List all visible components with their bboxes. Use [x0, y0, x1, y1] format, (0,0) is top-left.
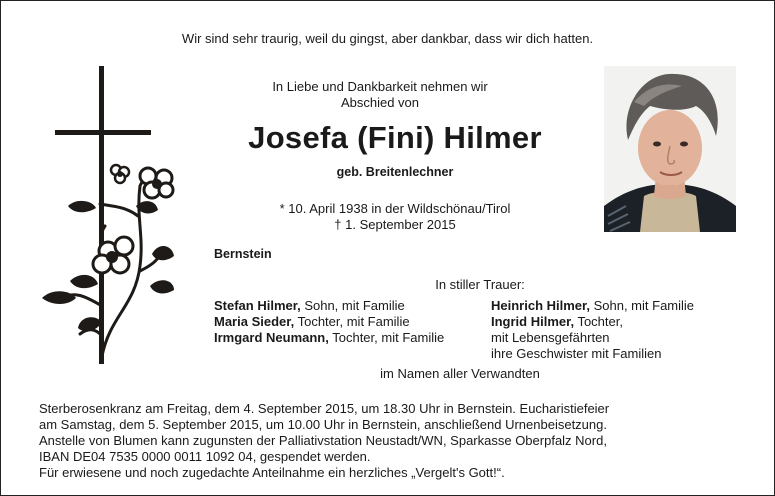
flower-top — [140, 168, 173, 198]
notice-line: Für erwiesene und noch zugedachte Anteilnahme ein herzliches „Vergelt's Gott!“. — [39, 465, 505, 480]
motto: Wir sind sehr traurig, weil du gingst, aber dankbar, dass wir dich hatten. — [181, 31, 594, 46]
mourner-relation: ihre Geschwister mit Familien — [491, 346, 662, 361]
portrait-photo — [604, 66, 736, 232]
notice-line: am Samstag, dem 5. September 2015, um 10.00 Uhr in Bernstein, anschließend Urnenbeisetzung. — [39, 417, 607, 432]
intro-text — [210, 79, 550, 111]
mourner-relation: Tochter, — [574, 314, 623, 329]
notice-line: IBAN DE04 7535 0000 0011 1092 04, gespendet werden. — [39, 449, 371, 464]
mourner-entry — [214, 330, 444, 346]
mourning-title: In stiller Trauer: — [435, 277, 525, 292]
flower-small — [111, 165, 129, 183]
place-name: Bernstein — [214, 247, 272, 261]
relatives-line: im Namen aller Verwandten — [380, 366, 540, 381]
mourner-name: Stefan Hilmer, — [214, 298, 301, 313]
mourner-entry — [214, 298, 444, 314]
mourner-relation: Tochter, mit Familie — [328, 330, 445, 345]
mourners-left-column — [214, 298, 444, 346]
mourner-name: Maria Sieder, — [214, 314, 295, 329]
mourner-relation: Sohn, mit Familie — [300, 298, 405, 313]
mourners-right-column — [491, 298, 694, 362]
birth-date: * 10. April 1938 in der Wildschönau/Tirol — [279, 201, 511, 216]
notice-line: Sterberosenkranz am Freitag, dem 4. September 2015, um 18.30 Uhr in Bernstein. Eucharistiefeier — [39, 401, 610, 416]
mourner-name: Ingrid Hilmer, — [491, 314, 575, 329]
notice-line: Anstelle von Blumen kann zugunsten der Palliativstation Neustadt/WN, Sparkasse Oberpfalz Nord, — [39, 433, 607, 448]
death-date: † 1. September 2015 — [334, 217, 456, 232]
mourner-entry — [491, 330, 694, 346]
life-dates — [230, 201, 560, 233]
cross-vertical-beam — [99, 66, 104, 364]
mourner-relation: mit Lebensgefährten — [491, 330, 610, 345]
mourner-entry — [214, 314, 444, 330]
mourner-name: Irmgard Neumann, — [214, 330, 329, 345]
mourner-relation: Tochter, mit Familie — [294, 314, 410, 329]
mourner-name: Heinrich Hilmer, — [491, 298, 590, 313]
maiden-name: geb. Breitenlechner — [336, 165, 454, 179]
mourner-entry — [491, 314, 694, 330]
service-notice — [39, 401, 609, 481]
cross-flower-ornament — [40, 66, 190, 366]
mourner-relation: Sohn, mit Familie — [589, 298, 695, 313]
intro-line-1: In Liebe und Dankbarkeit nehmen wir — [272, 79, 488, 94]
deceased-name: Josefa (Fini) Hilmer — [248, 120, 542, 155]
mourner-entry — [491, 298, 694, 314]
intro-line-2: Abschied von — [340, 95, 420, 110]
mourner-entry — [491, 346, 694, 362]
cross-horizontal-beam — [55, 130, 151, 135]
